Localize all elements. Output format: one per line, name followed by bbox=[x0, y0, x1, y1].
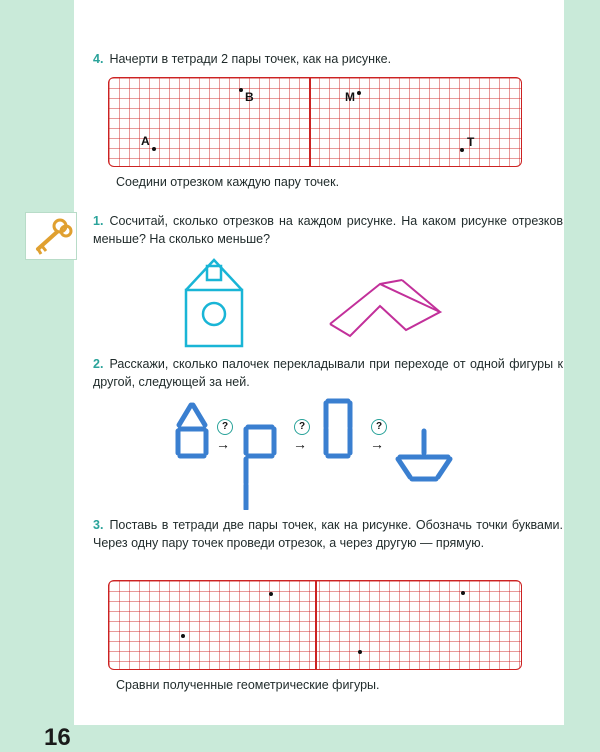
grid-panel-top bbox=[108, 77, 522, 167]
key-icon-box bbox=[25, 212, 77, 260]
question-mark-1: ? bbox=[217, 419, 233, 435]
arrow-3: → bbox=[370, 436, 384, 452]
arrow-2: → bbox=[293, 436, 307, 452]
point-A bbox=[152, 147, 156, 151]
exercise-2-stick-figures bbox=[160, 395, 470, 510]
label-B: B bbox=[245, 90, 254, 104]
page-number: 16 bbox=[44, 724, 71, 751]
point-2 bbox=[181, 634, 185, 638]
exercise-4-text bbox=[93, 50, 563, 68]
point-M bbox=[357, 91, 361, 95]
point-B bbox=[239, 88, 243, 92]
exercise-instruction: Начерти в тетради 2 пары точек, как на рисунке. bbox=[109, 52, 392, 66]
point-T bbox=[460, 148, 464, 152]
point-4 bbox=[358, 650, 362, 654]
point-3 bbox=[461, 591, 465, 595]
exercise-instruction: Поставь в тетради две пары точек, как на рисунке. Обозначь точки буквами. Через одну пару точек проведи отрезок, а через другую — прямую. bbox=[93, 518, 563, 550]
question-mark-3: ? bbox=[371, 419, 387, 435]
point-1 bbox=[269, 592, 273, 596]
exercise-number: 1. bbox=[93, 214, 104, 228]
exercise-instruction: Сосчитай, сколько отрезков на каждом рисунке. На каком рисунке отрезков меньше? На сколько меньше? bbox=[93, 214, 563, 246]
exercise-instruction: Расскажи, сколько палочек перекладывали при переходе от одной фигуры к другой, следующей за ней. bbox=[93, 357, 563, 389]
exercise-number: 3. bbox=[93, 518, 104, 532]
exercise-2-text bbox=[93, 355, 563, 391]
label-T: T bbox=[467, 135, 475, 149]
stick bbox=[438, 459, 450, 477]
stick bbox=[193, 405, 205, 425]
stick bbox=[398, 459, 410, 477]
grid-divider bbox=[309, 78, 311, 166]
house-figure bbox=[186, 260, 242, 346]
label-A: A bbox=[141, 134, 150, 148]
key-icon bbox=[26, 213, 76, 259]
grid-panel-bottom bbox=[108, 580, 522, 670]
question-mark-2: ? bbox=[294, 419, 310, 435]
exercise-number: 4. bbox=[93, 52, 104, 66]
exercise-3-caption: Сравни полученные геометрические фигуры. bbox=[116, 678, 380, 692]
exercise-1-text bbox=[93, 212, 563, 248]
arrow-1: → bbox=[216, 436, 230, 452]
exercise-3-text bbox=[93, 516, 563, 552]
tent-figure bbox=[330, 280, 440, 336]
stick bbox=[179, 405, 191, 425]
grid-divider bbox=[315, 581, 317, 669]
exercise-number: 2. bbox=[93, 357, 104, 371]
exercise-1-figures bbox=[170, 250, 470, 350]
label-M: M bbox=[345, 90, 355, 104]
exercise-4-caption: Соедини отрезком каждую пару точек. bbox=[116, 175, 340, 189]
